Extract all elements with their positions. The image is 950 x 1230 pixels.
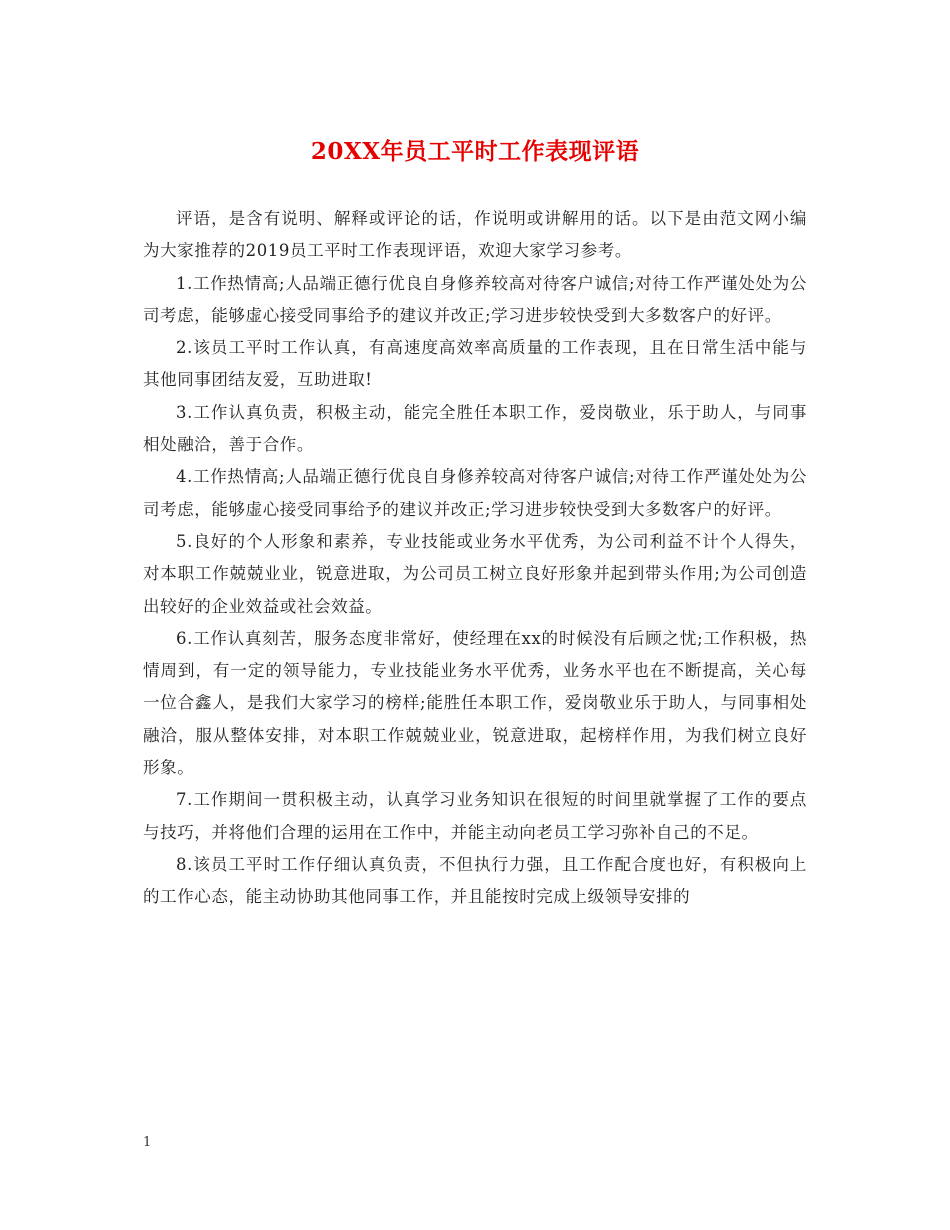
paragraph-intro: 评语，是含有说明、解释或评论的话，作说明或讲解用的话。以下是由范文网小编为大家推荐的2019员工平时工作表现评语，欢迎大家学习参考。 [143,209,807,261]
paragraph-item-2: 2.该员工平时工作认真，有高速度高效率高质量的工作表现，且在日常生活中能与其他同事团结友爱，互助进取! [143,338,807,390]
document-title: 20XX年员工平时工作表现评语 [310,138,640,165]
paragraph-item-4: 4.工作热情高;人品端正德行优良自身修养较高对待客户诚信;对待工作严谨处处为公司考虑，能够虚心接受同事给予的建议并改正;学习进步较快受到大多数客户的好评。 [143,467,807,519]
paragraph-item-1: 1.工作热情高;人品端正德行优良自身修养较高对待客户诚信;对待工作严谨处处为公司考虑，能够虚心接受同事给予的建议并改正;学习进步较快受到大多数客户的好评。 [143,273,807,325]
paragraph-item-6: 6.工作认真刻苦，服务态度非常好，使经理在xx的时候没有后顾之忧;工作积极，热情周到，有一定的领导能力，专业技能业务水平优秀，业务水平也在不断提高，关心每一位合鑫人，是我们大家学习的榜样;能胜任本职工作，爱岗敬业乐于助人，与同事相处融洽，服从整体安排，对本职工作兢兢业业，锐意进取，起榜样作用，为我们树立良好形象。 [143,628,807,778]
paragraph-item-8: 8.该员工平时工作仔细认真负责，不但执行力强，且工作配合度也好，有积极向上的工作心态，能主动协助其他同事工作，并且能按时完成上级领导安排的 [143,854,807,907]
paragraph-item-3: 3.工作认真负责，积极主动，能完全胜任本职工作，爱岗敬业，乐于助人，与同事相处融洽，善于合作。 [143,402,807,455]
paragraph-item-5: 5.良好的个人形象和素养，专业技能或业务水平优秀，为公司利益不计个人得失，对本职工作兢兢业业，锐意进取，为公司员工树立良好形象并起到带头作用;为公司创造出较好的企业效益或社会效益。 [143,531,807,616]
page-number: 1 [143,1135,152,1150]
paragraph-item-7: 7.工作期间一贯积极主动，认真学习业务知识在很短的时间里就掌握了工作的要点与技巧，并将他们合理的运用在工作中，并能主动向老员工学习弥补自己的不足。 [143,790,807,842]
document-body [143,203,807,914]
